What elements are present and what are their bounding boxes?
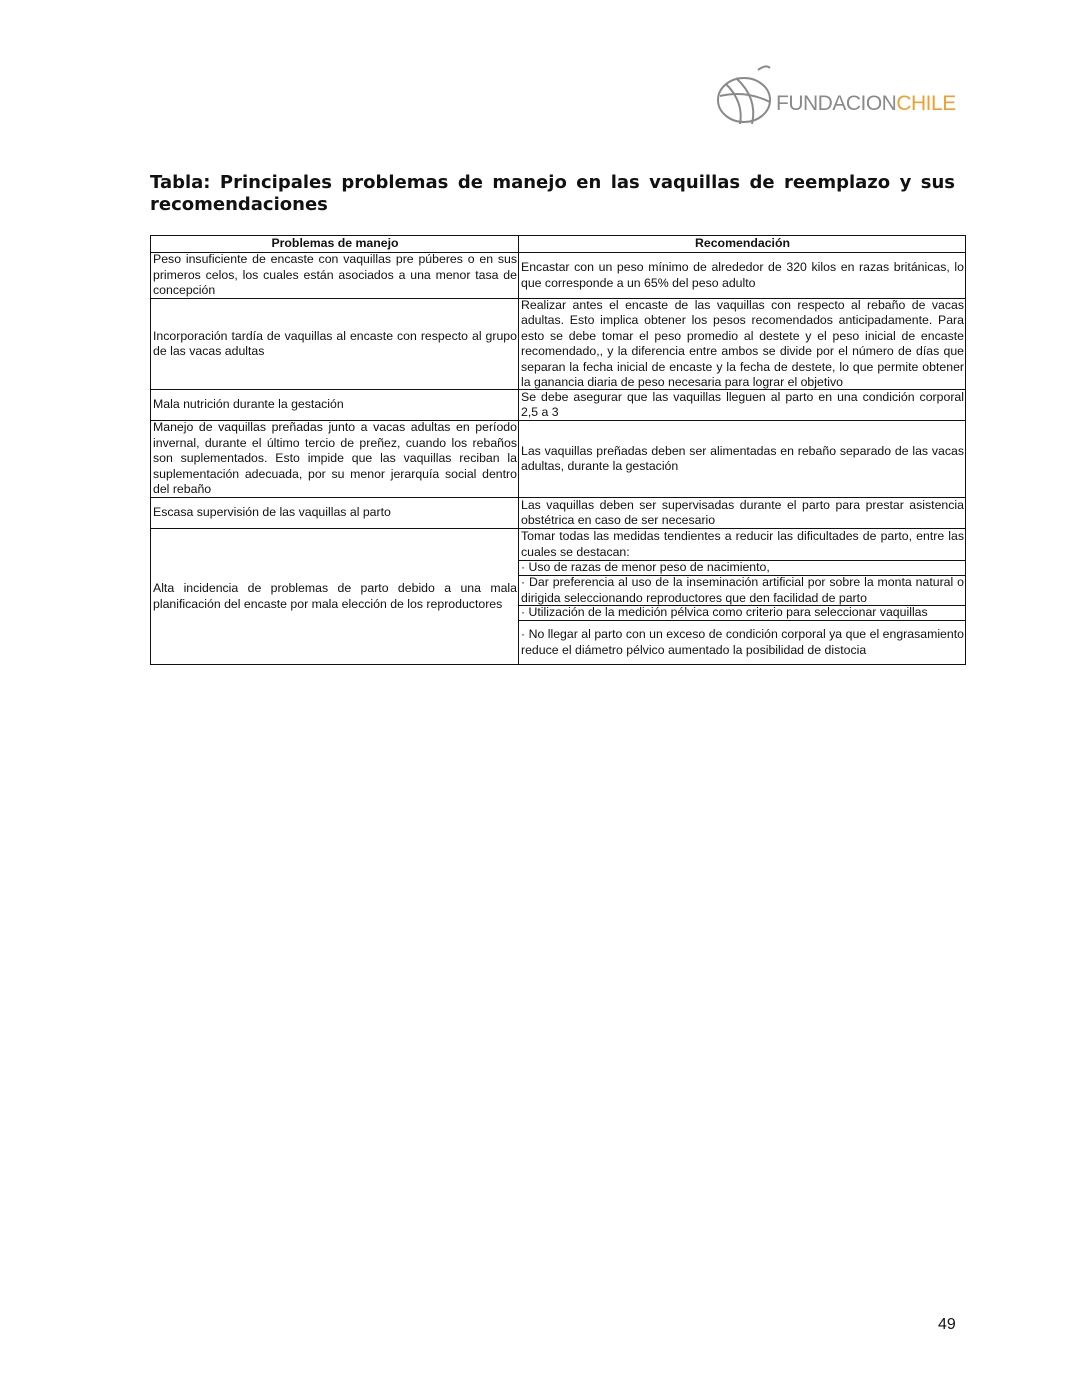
table-row: [151, 389, 965, 420]
recommendation-text: Las vaquillas deben ser supervisadas durante el parto para prestar asistencia obstétrica en caso de ser necesario: [521, 498, 964, 527]
problem-text: Manejo de vaquillas preñadas junto a vacas adultas en período invernal, durante el último tercio de preñez, cuando los rebaños son suplementados. Esto impide que las vaquillas reciban la suplementación adecuada, por su menor jerarquía social dentro del rebaño: [153, 421, 517, 497]
recommendation-intro: [519, 529, 965, 560]
recommendation-cell: [519, 498, 965, 528]
fundacion-chile-logo: [714, 62, 964, 132]
logo-text-chile: CHILE: [896, 92, 956, 115]
recommendation-text: · No llegar al parto con un exceso de condición corporal ya que el engrasamiento reduce el diámetro pélvico aumentado la posibilidad de distocia: [521, 627, 964, 657]
problem-text: Alta incidencia de problemas de parto debido a una mala planificación del encaste por mala elección de los reproductores: [153, 581, 517, 611]
recommendation-text: Tomar todas las medidas tendientes a reducir las dificultades de parto, entre las cuales se destacan:: [521, 529, 964, 559]
page-number: 49: [938, 1316, 956, 1333]
recommendation-bullet: [519, 560, 965, 575]
problem-text: Peso insuficiente de encaste con vaquillas pre púberes o en sus primeros celos, los cuales están asociados a una menor tasa de concepción: [153, 253, 517, 298]
recommendation-text: Encastar con un peso mínimo de alrededor de 320 kilos en razas británicas, lo que corresponde a un 65% del peso adulto: [521, 260, 964, 290]
recommendation-text: · Uso de razas de menor peso de nacimiento,: [521, 560, 770, 575]
problem-cell: [151, 253, 519, 298]
problem-text: Escasa supervisión de las vaquillas al parto: [153, 505, 391, 520]
table-row: [151, 298, 965, 389]
problem-cell: [151, 498, 519, 528]
header-problems: Problemas de manejo: [151, 236, 519, 252]
problems-table: [150, 235, 966, 665]
recommendation-text: · Dar preferencia al uso de la inseminación artificial por sobre la monta natural o dirigida seleccionando reproductores que den facilidad de parto: [521, 575, 964, 605]
recommendation-bullet: [519, 620, 965, 664]
header-recommendation: Recomendación: [695, 236, 790, 251]
title-line-2: recomendaciones: [150, 194, 328, 215]
recommendation-bullet: [519, 575, 965, 605]
table-row: [151, 420, 965, 497]
recommendation-text: Las vaquillas preñadas deben ser alimentadas en rebaño separado de las vacas adultas, durante la gestación: [521, 443, 964, 473]
table-row: [151, 252, 965, 298]
recommendation-list: [519, 529, 965, 664]
problem-text: Incorporación tardía de vaquillas al encaste con respecto al grupo de las vacas adultas: [153, 328, 517, 358]
recommendation-text: Realizar antes el encaste de las vaquillas con respecto al rebaño de vacas adultas. Esto implica obtener los pesos recomendados anticipadamente. Para esto se debe tomar el peso promedio al destete y el peso inicial de encaste recomendado,, y la diferencia entre ambos se divide por el número de días que separan la fecha inicial de encaste y la fecha de destete, lo que permite obtener la ganancia diaria de peso necesaria para lograr el objetivo: [521, 299, 964, 389]
problem-cell: [151, 390, 519, 420]
recommendation-text: Se debe asegurar que las vaquillas lleguen al parto en una condición corporal 2,5 a 3: [521, 390, 964, 419]
problem-cell: [151, 529, 519, 664]
recommendation-cell: [519, 390, 965, 420]
recommendation-bullet: [519, 605, 965, 620]
problem-cell: [151, 421, 519, 497]
logo-text-fundacion: FUNDACION: [776, 92, 897, 115]
title-line-1: Tabla: Principales problemas de manejo en las vaquillas de reemplazo y sus: [150, 172, 955, 193]
recommendation-cell: [519, 421, 965, 497]
problem-cell: [151, 299, 519, 389]
table-title: [150, 172, 955, 216]
table-row: [151, 528, 965, 664]
recommendation-text: · Utilización de la medición pélvica como criterio para seleccionar vaquillas: [521, 605, 928, 620]
table-header-row: [151, 236, 965, 252]
globe-icon: [714, 62, 784, 132]
problem-text: Mala nutrición durante la gestación: [153, 397, 344, 412]
recommendation-cell: [519, 299, 965, 389]
table-row: [151, 497, 965, 528]
recommendation-cell: [519, 253, 965, 298]
